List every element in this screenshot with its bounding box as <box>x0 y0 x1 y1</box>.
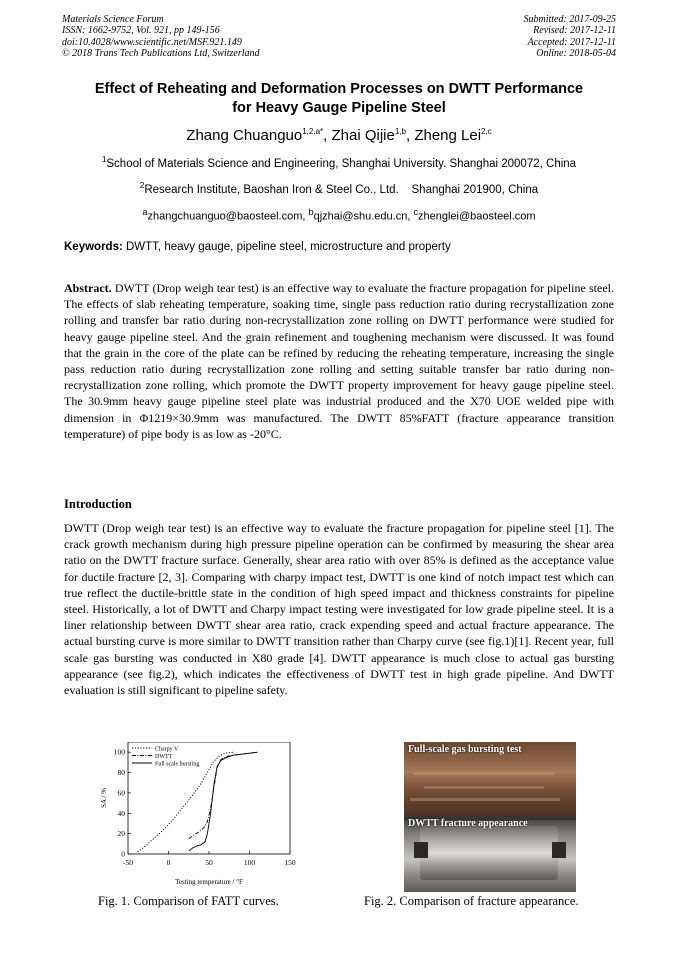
x-tick-label: 100 <box>243 858 256 867</box>
header-journal-name: Materials Science Forum <box>62 14 164 25</box>
fatt-curves-chart <box>96 742 306 892</box>
title-line-1: Effect of Reheating and Deformation Processes on DWTT Performance <box>94 81 584 97</box>
author-name: Zheng Lei <box>414 127 482 144</box>
section-heading-introduction: Introduction <box>64 497 132 511</box>
header-right <box>524 14 617 60</box>
email-list <box>40 204 638 225</box>
affiliation-1 <box>40 152 638 172</box>
header-accepted: Accepted: 2017-12-11 <box>527 36 616 48</box>
email-mark: c <box>413 206 419 217</box>
header-copyright: © 2018 Trans Tech Publications Ltd, Switzerland <box>62 48 260 60</box>
email-address[interactable]: zhangchuanguo@baosteel.com, <box>147 210 309 223</box>
header-submitted: Submitted: 2017-09-25 <box>523 14 616 25</box>
introduction-paragraph: DWTT (Drop weigh tear test) is an effective way to evaluate the fracture propagation for pipeline steel [1]. The crack growth mechanism during high pressure pipeline operation can be confirmed by measuring the shear area ratio on the DWTT fracture surface. Generally, shear area ratio with over 85% is defined as the acceptance value for ductile fracture [2, 3]. Comparing with charpy impact test, DWTT is one kind of notch impact test which can true reflect the ductile-brittle state in the condition of high speed impact and thickness constraints for pipeline steel. Historically, a lot of DWTT and Charpy impact testing were investigated for low grade pipeline steel. It is a liner relationship between DWTT shear area ratio, crack expending speed and actual fracture appearance. The actual bursting curve is more similar to DWTT transition rather than Charpy curve (see fig.1)[1]. Recent year, full scale gas bursting was conducted in X80 grade [4]. DWTT appearance is much close to actual gas bursting appearance (see fig.2), which indicates the effectiveness of DWTT test in high grade pipeline. And DWTT evaluation is still significant to pipeline safety. <box>64 521 614 698</box>
abstract-label: Abstract. <box>64 281 112 295</box>
y-tick-label: 60 <box>117 788 125 798</box>
affiliation-text: Research Institute, Baoshan Iron & Steel Co., Ltd. Shanghai 201900, China <box>144 183 539 196</box>
y-tick-label: 0 <box>121 849 125 859</box>
author-name: Zhai Qijie <box>331 127 395 144</box>
fig2-label-top: Full-scale gas bursting test <box>408 744 522 755</box>
legend-label: DWTT <box>155 753 173 760</box>
x-tick-label: 0 <box>166 858 171 867</box>
figure-1-chart <box>96 742 306 892</box>
paper-title <box>40 80 638 118</box>
header-doi[interactable]: doi:10.4028/www.scientific.net/MSF.921.149 <box>62 36 242 48</box>
header-issn: ISSN: 1662-9752, Vol. 921, pp 149-156 <box>62 25 220 37</box>
fig2-label-bottom: DWTT fracture appearance <box>408 818 528 829</box>
affiliation-2 <box>40 178 638 198</box>
title-line-2: for Heavy Gauge Pipeline Steel <box>232 100 446 116</box>
x-tick-label: 50 <box>205 858 213 867</box>
legend-label: Charpy V <box>155 746 179 753</box>
x-tick-label: 150 <box>284 858 296 867</box>
affiliation-mark: 2 <box>139 180 145 190</box>
y-axis-label: SA / % <box>100 788 108 808</box>
dwtt-specimen <box>420 826 558 880</box>
author-affiliation-mark: 1,b <box>394 127 406 136</box>
email-mark: b <box>308 206 314 217</box>
y-tick-label: 80 <box>117 768 125 778</box>
header-online: Online: 2018-05-04 <box>536 48 616 60</box>
header-revised: Revised: 2017-12-11 <box>533 25 616 37</box>
abstract-text: DWTT (Drop weigh tear test) is an effective way to evaluate the fracture propagation for pipeline steel. The effects of slab reheating temperature, soaking time, single pass reduction ratio during recrystallization zone rolling and transfer bar ratio during non-recrystallization zone rolling on DWTT performance were studied for heavy gauge pipeline steel. And the grain refinement and toughening mechanism were discussed. It was found that the grain in the core of the plate can be refined by reducing the reheating temperature, increasing the single pass reduction ratio during recrystallization zone rolling and setting suitable transfer bar ratio during non-recrystallization zone rolling, which promote the DWTT property improvement for heavy gauge pipeline steel. The 30.9mm heavy gauge pipeline steel plate was industrial produced and the X70 UOE welded pipe with dimension in Φ1219×30.9mm was manufactured. The DWTT 85%FATT (fracture appearance transition temperature) of pipe body is as low as -20°C. <box>64 281 614 441</box>
specimen-notch-left <box>414 842 428 858</box>
x-axis-label: Testing temperature / °F <box>175 878 243 886</box>
title-block <box>40 80 638 224</box>
author-separator: , <box>405 127 415 144</box>
figure-2-photos <box>404 742 576 892</box>
header-left <box>62 14 260 60</box>
email-address[interactable]: zhenglei@baosteel.com <box>418 210 536 223</box>
abstract <box>64 280 614 442</box>
affiliation-mark: 1 <box>101 155 107 164</box>
keywords-label: Keywords: <box>64 241 123 253</box>
author-affiliation-mark: 1,2,a* <box>302 127 324 136</box>
legend-label: Full scale bursting <box>155 761 200 768</box>
y-tick-label: 20 <box>117 829 125 839</box>
y-tick-label: 100 <box>113 747 125 757</box>
figure-1-caption: Fig. 1. Comparison of FATT curves. <box>98 894 279 908</box>
author-affiliation-mark: 2,c <box>481 127 492 136</box>
specimen-notch-right <box>552 842 566 858</box>
dwtt-fracture-photo <box>404 820 576 892</box>
y-tick-label: 40 <box>117 808 125 818</box>
affiliation-text: School of Materials Science and Engineering, Shanghai University. Shanghai 200072, China <box>106 157 577 170</box>
author-separator: , <box>323 127 332 144</box>
keywords <box>64 241 616 253</box>
keywords-text: DWTT, heavy gauge, pipeline steel, microstructure and property <box>122 241 451 253</box>
email-address[interactable]: qjzhai@shu.edu.cn, <box>313 210 414 223</box>
x-tick-label: -50 <box>123 858 133 867</box>
journal-header <box>62 14 616 64</box>
figure-2-caption: Fig. 2. Comparison of fracture appearance. <box>364 894 579 908</box>
author-list <box>40 122 638 146</box>
plot-frame <box>128 742 290 854</box>
email-mark: a <box>142 206 148 217</box>
author-name: Zhang Chuanguo <box>186 127 303 144</box>
